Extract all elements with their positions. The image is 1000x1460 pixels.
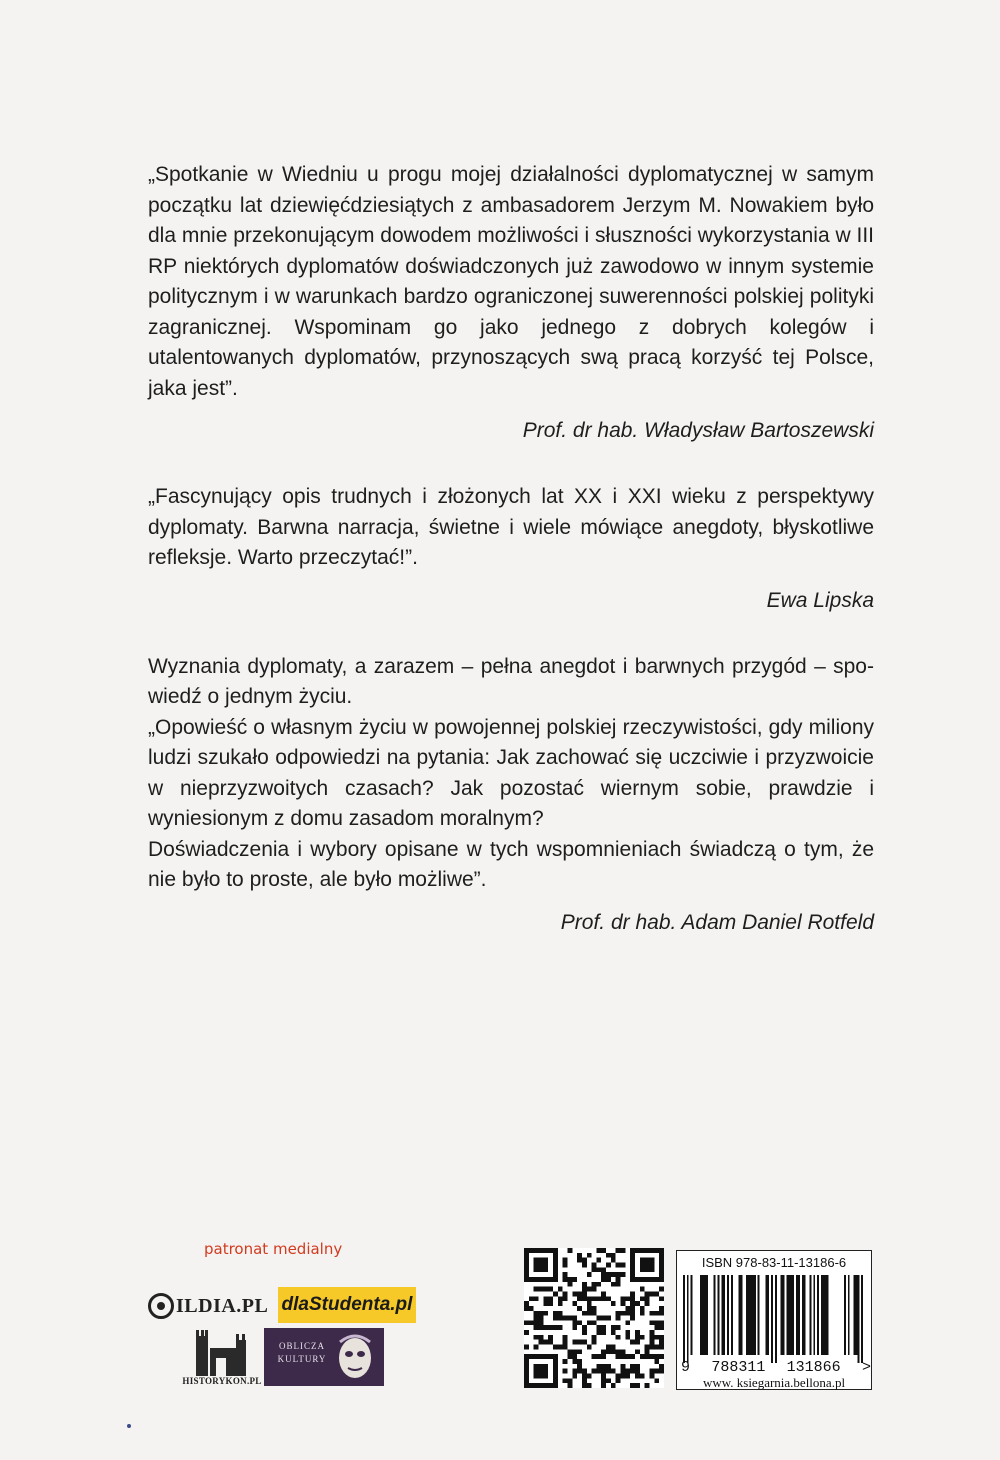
isbn-number: ISBN 978-83-11-13186-6 — [701, 1255, 847, 1270]
back-cover-text — [148, 160, 874, 938]
quote-text: „Spotkanie w Wiedniu u progu mojej działalności dyplomatycznej w samym początku lat dziewięćdziesiątych z ambasadorem Jerzym M. Nowakiem było dla mnie przekonującym dowodem możliwości i słuszności wykorzystania w III RP niektórych dyplomatów doświadczonych już zawodowo w innym systemie politycznym i w warunkach bardzo ograniczonej suwerenności polskiej polityki zagranicznej. Wspominam go jako jednego z dobrych kolegów i utalentowanych dyplomatów, przynoszących swą pracą korzyść tej Polsce, jaka jest”. — [148, 163, 874, 400]
quote-rotfeld — [148, 652, 874, 938]
oblicza-kultury-text: OBLICZA KULTURY — [277, 1341, 327, 1364]
ean-left-digits: 788311 — [711, 1359, 766, 1376]
ean-arrow: > — [861, 1359, 871, 1376]
venetian-mask-icon — [332, 1332, 378, 1382]
historykon-label: HISTORYKON.PL — [182, 1376, 262, 1386]
quote-text: „Opowieść o własnym życiu w powojennej polskiej rzeczywistości, gdy miliony ludzi szukało odpowiedzi na pytania: Jak zachować się uczciwie i przyzwoicie w nieprzyzwoitych czasach? Jak pozostać wiernym sobie, prawdzie i wyniesionym z domu zasadom moralnym? — [148, 715, 874, 830]
ean-digits — [681, 1359, 871, 1376]
quote-author: Ewa Lipska — [766, 588, 874, 612]
intro-text: Wyznania dyplomaty, a zarazem – pełna anegdot i barwnych przygód – spowiedź o jednym życiu. — [148, 654, 874, 708]
qr-code — [524, 1248, 664, 1388]
castle-tower-icon — [186, 1326, 256, 1376]
quote-text-continued: Doświadczenia i wybory opisane w tych wspomnieniach świadczą o tym, że nie było to proste, ale było możliwe”. — [148, 837, 874, 891]
media-patronage-label: patronat medialny — [204, 1240, 343, 1258]
quote-lipska — [148, 482, 874, 616]
dlastudenta-logo: dlaStudenta.pl — [278, 1287, 416, 1323]
historykon-logo — [182, 1326, 262, 1386]
ean-right-digits: 131866 — [786, 1359, 841, 1376]
ean-first-digit: 9 — [681, 1359, 691, 1376]
gildia-logo — [148, 1288, 268, 1324]
quote-author: Prof. dr hab. Adam Daniel Rotfeld — [560, 910, 874, 934]
isbn-barcode-box — [676, 1250, 872, 1390]
oblicza-kultury-logo — [264, 1328, 384, 1386]
ean-barcode — [683, 1275, 865, 1363]
publisher-website: www. ksiegarnia.bellona.pl — [702, 1375, 846, 1390]
quote-text: „Fascynujący opis trudnych i złożonych lat XX i XXI wieku z perspektywy dyplomaty. Barwna narracja, świetne i wiele mówiące anegdoty, błyskotliwe refleksje. Warto przeczytać!”. — [148, 485, 874, 569]
quote-bartoszewski — [148, 160, 874, 446]
gildia-logo-text: ILDIA.PL — [176, 1294, 269, 1317]
print-speck — [127, 1424, 131, 1428]
quote-author: Prof. dr hab. Władysław Bartoszewski — [522, 419, 874, 442]
gildia-g-icon — [148, 1293, 174, 1319]
